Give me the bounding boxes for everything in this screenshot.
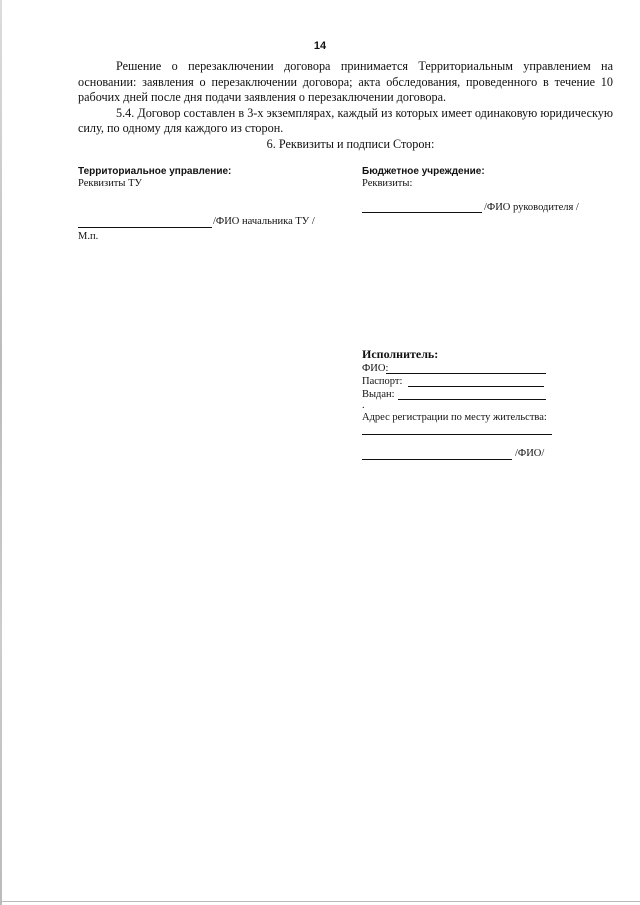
executor-fio-line — [386, 373, 546, 374]
executor-signature-caption: /ФИО/ — [515, 448, 545, 459]
budget-requisites: Реквизиты: — [362, 178, 413, 189]
budget-signature-line — [362, 212, 482, 213]
paragraph-renegotiation: Решение о перезаключении договора принимается Территориальным управлением на основании: заявления о перезаключении договора; акта обследования, проведенного в течение 10 рабочих дней после дня подачи заявления о перезаключении договора. — [78, 59, 613, 104]
executor-bullet: . — [362, 400, 365, 411]
executor-issued-line — [398, 399, 546, 400]
body-text — [78, 59, 613, 152]
executor-address-line — [362, 434, 552, 435]
scan-edge-bottom — [0, 901, 640, 902]
territorial-requisites: Реквизиты ТУ — [78, 178, 142, 189]
executor-issued-label: Выдан: — [362, 389, 395, 400]
executor-passport-line — [408, 386, 544, 387]
executor-passport-label: Паспорт: — [362, 376, 403, 387]
executor-signature-line — [362, 459, 512, 460]
page-number: 14 — [313, 40, 327, 52]
budget-title: Бюджетное учреждение: — [362, 166, 485, 177]
executor-fio-label: ФИО: — [362, 363, 389, 374]
section-heading: 6. Реквизиты и подписи Сторон: — [266, 136, 435, 151]
territorial-signature-caption: /ФИО начальника ТУ / — [213, 216, 315, 227]
territorial-signature-line — [78, 227, 212, 228]
budget-signature-caption: /ФИО руководителя / — [484, 202, 579, 213]
paragraph-5-4: 5.4. Договор составлен в 3-х экземплярах, каждый из которых имеет одинаковую юридическую силу, по одному для каждого из сторон. — [78, 105, 613, 135]
scan-edge — [0, 0, 2, 905]
executor-title: Исполнитель: — [362, 347, 439, 361]
executor-address-label: Адрес регистрации по месту жительства: — [362, 412, 547, 423]
stamp-label: М.п. — [78, 231, 99, 242]
territorial-title: Территориальное управление: — [78, 166, 232, 177]
